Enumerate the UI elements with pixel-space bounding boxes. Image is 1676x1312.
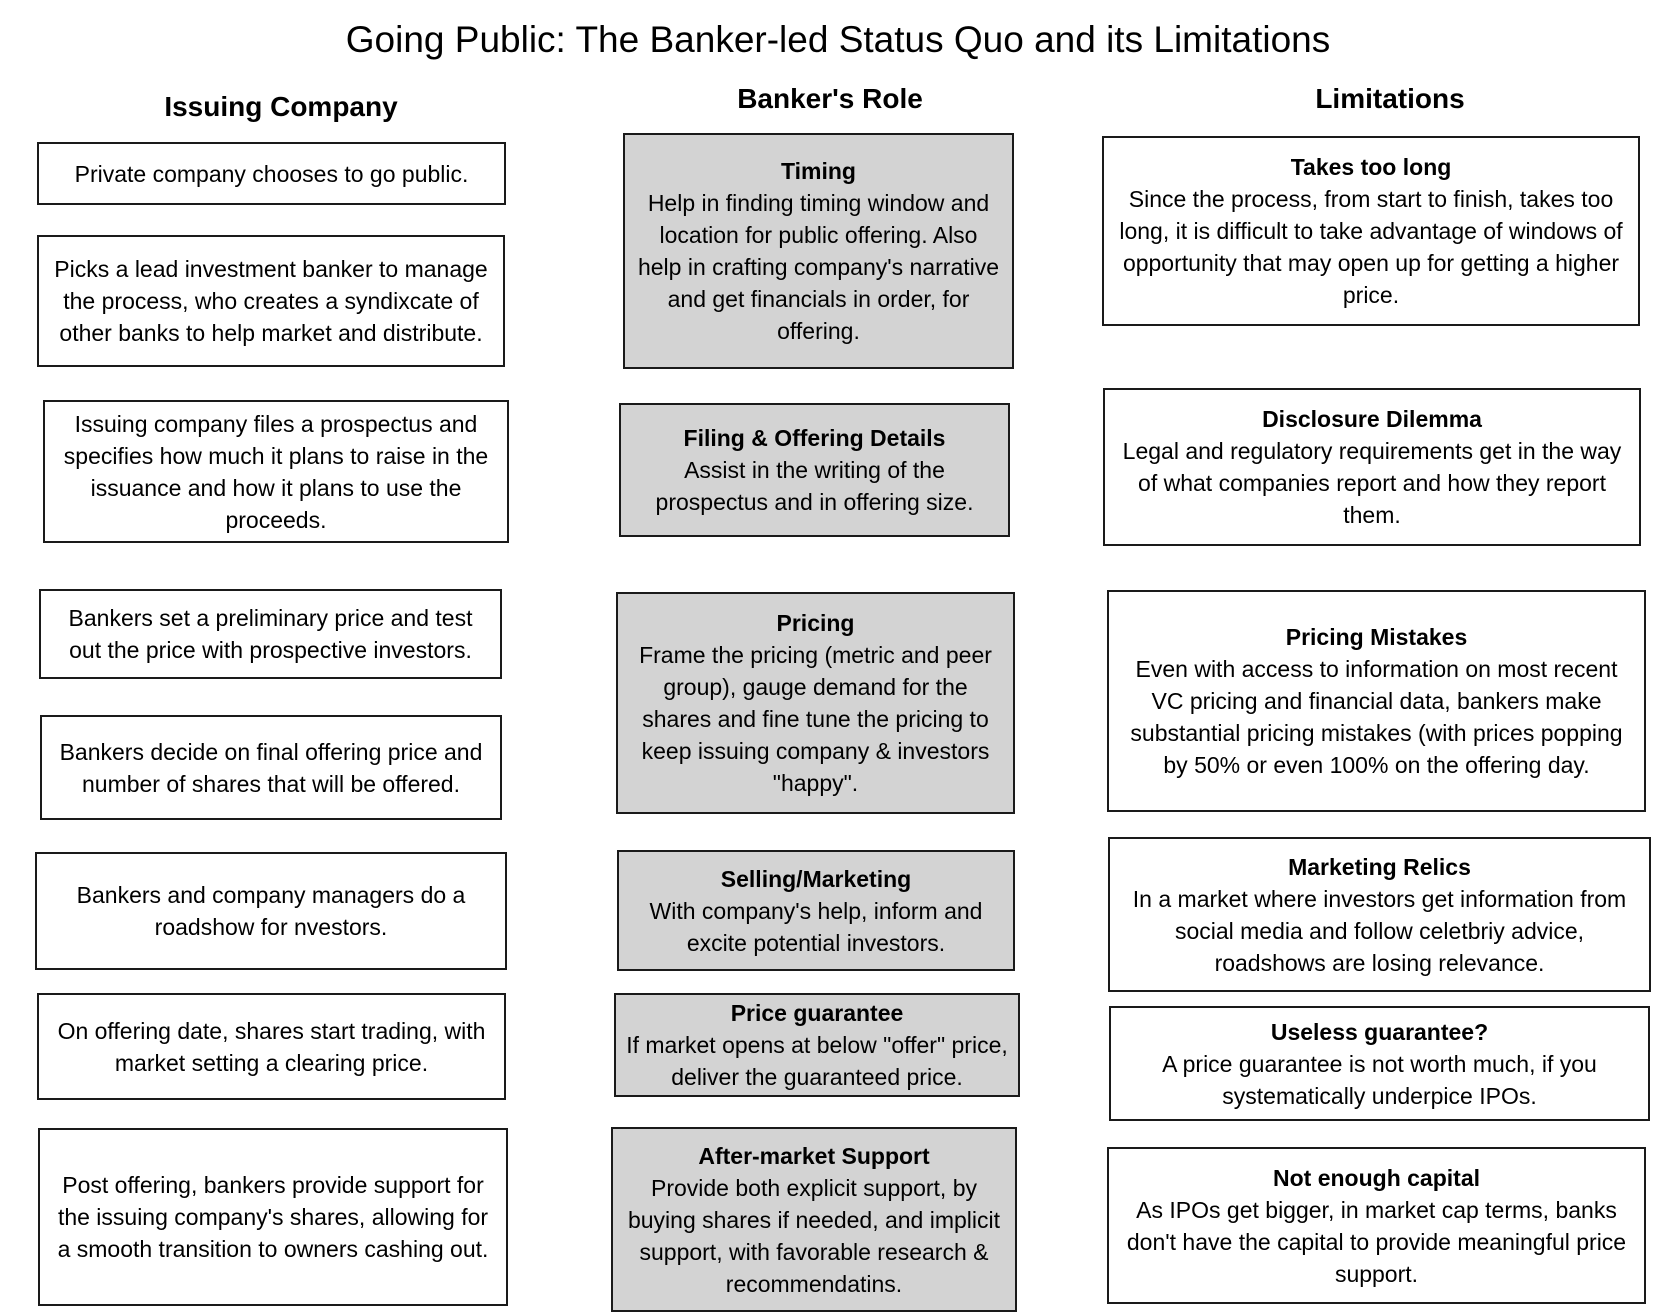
limitation-body: Legal and regulatory requirements get in the way of what companies report and how they report them. (1122, 438, 1622, 528)
issuer-step-text: Issuing company files a prospectus and specifies how much it plans to raise in the issuance and how it plans to use the proceeds. (63, 410, 489, 533)
limitation-pricing-mistakes (1107, 590, 1646, 812)
banker-role-after-market (611, 1127, 1017, 1312)
banker-role-body: If market opens at below "offer" price, deliver the guaranteed price. (626, 1032, 1008, 1090)
banker-role-pricing (616, 592, 1015, 814)
limitation-body: Since the process, from start to finish, takes too long, it is difficult to take advantage of windows of opportunity that may open up for getting a higher price. (1119, 186, 1623, 308)
limitation-body: As IPOs get bigger, in market cap terms, banks don't have the capital to provide meaningful price support. (1126, 1196, 1627, 1287)
banker-role-selling (617, 850, 1015, 971)
banker-role-title: Price guarantee (730, 1000, 904, 1026)
issuer-step-final-price (40, 715, 502, 820)
issuer-step-text: Bankers and company managers do a roadshow for nvestors. (76, 882, 466, 940)
limitation-title: Not enough capital (1273, 1164, 1480, 1191)
issuer-step-text: Bankers decide on final offering price and number of shares that will be offered. (59, 738, 483, 797)
banker-role-price-guarantee (614, 993, 1020, 1097)
banker-role-body: Help in finding timing window and location for public offering. Also help in crafting company's narrative and get financials in order, for offering. (637, 190, 1000, 344)
limitation-takes-too-long (1102, 136, 1640, 326)
limitation-marketing-relics (1108, 837, 1651, 992)
banker-role-filing (619, 403, 1010, 537)
issuer-step-post-offering (38, 1128, 508, 1306)
column-header-limitations: Limitations (1315, 83, 1465, 114)
banker-role-title: Timing (781, 158, 856, 184)
banker-role-title: Pricing (776, 610, 855, 636)
banker-role-title: Filing & Offering Details (683, 425, 946, 451)
issuer-step-text: Bankers set a preliminary price and test out the price with prospective investors. (68, 605, 473, 663)
issuer-step-preliminary-price (39, 589, 502, 679)
banker-role-body: Assist in the writing of the prospectus and in offering size. (655, 457, 974, 515)
issuer-step-text: On offering date, shares start trading, with market setting a clearing price. (57, 1017, 486, 1076)
banker-role-body: Frame the pricing (metric and peer group), gauge demand for the shares and fine tune the pricing to keep issuing company & investors "happy". (639, 642, 992, 796)
limitation-title: Marketing Relics (1288, 853, 1471, 880)
limitation-title: Takes too long (1290, 154, 1452, 180)
issuer-step-offering-date (37, 993, 506, 1100)
limitation-title: Pricing Mistakes (1285, 624, 1468, 650)
limitation-disclosure-dilemma (1103, 388, 1641, 546)
limitation-title: Disclosure Dilemma (1262, 406, 1482, 432)
issuer-step-text: Post offering, bankers provide support for the issuing company's shares, allowing for a smooth transition to owners cashing out. (57, 1172, 489, 1262)
page-title: Going Public: The Banker-led Status Quo and its Limitations (345, 19, 1331, 60)
limitation-not-enough-capital (1107, 1147, 1646, 1304)
limitation-body: A price guarantee is not worth much, if you systematically underpice IPOs. (1162, 1050, 1597, 1109)
banker-role-title: Selling/Marketing (720, 865, 912, 892)
column-header-bankers-role: Banker's Role (737, 83, 923, 114)
banker-role-body: With company's help, inform and excite potential investors. (649, 897, 983, 956)
banker-role-title: After-market Support (698, 1142, 930, 1169)
limitation-body: Even with access to information on most recent VC pricing and financial data, bankers make substantial pricing mistakes (with prices popping by 50% or even 100% on the offering day. (1130, 656, 1623, 778)
issuer-step-text: Picks a lead investment banker to manage the process, who creates a syndixcate of other banks to help market and distribute. (54, 256, 488, 346)
issuer-step-text: Private company chooses to go public. (74, 160, 469, 187)
limitation-title: Useless guarantee? (1270, 1018, 1489, 1045)
column-header-issuing-company: Issuing Company (164, 91, 398, 122)
issuer-step-private-company (37, 142, 506, 205)
limitation-body: In a market where investors get information from social media and follow celetbriy advice, roadshows are losing relevance. (1132, 885, 1627, 976)
banker-role-body: Provide both explicit support, by buying shares if needed, and implicit support, with favorable research & recommendatins. (627, 1174, 1001, 1297)
issuer-step-lead-banker (37, 235, 505, 367)
issuer-step-roadshow (35, 852, 507, 970)
issuer-step-prospectus (43, 400, 509, 543)
limitation-useless-guarantee (1109, 1006, 1650, 1121)
banker-role-timing (623, 133, 1014, 369)
